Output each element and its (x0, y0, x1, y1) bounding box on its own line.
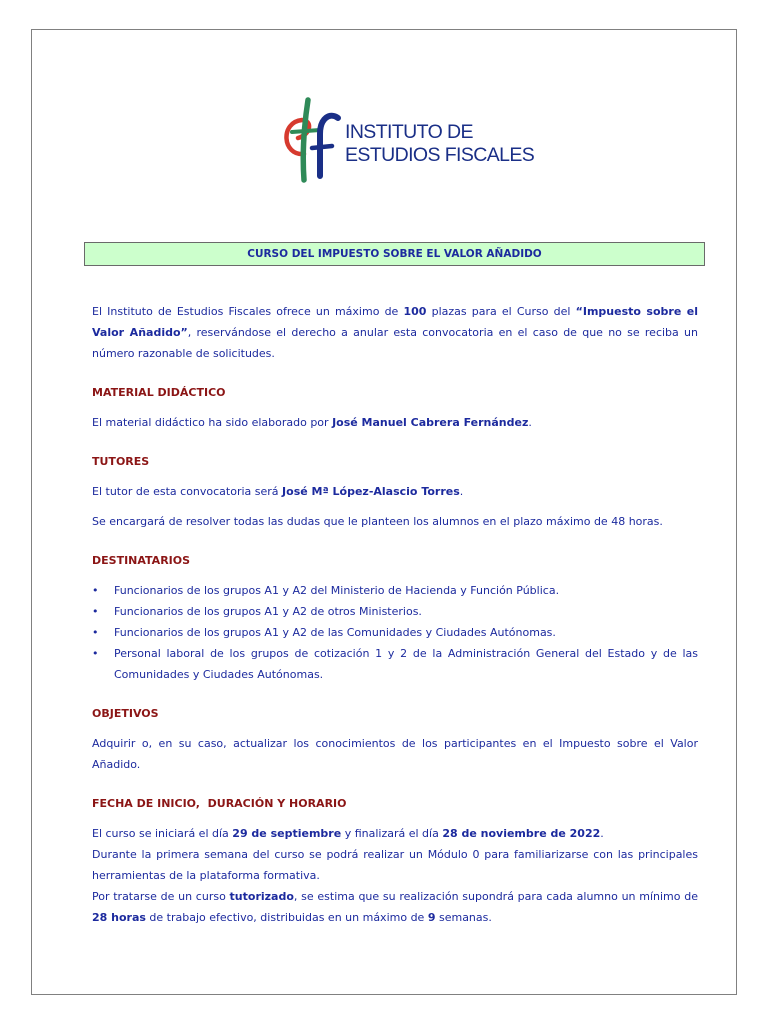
dates-text-1: El curso se iniciará el día (92, 827, 233, 840)
plazas-count: 100 (403, 305, 427, 318)
material-paragraph (92, 412, 698, 433)
document-body (92, 301, 698, 928)
tutor-text-2: . (459, 485, 464, 498)
material-text-1: El material didáctico ha sido elaborado por (92, 416, 333, 429)
tutor-name: José Mª López-Alascio Torres (282, 485, 460, 498)
destinatarios-heading: DESTINATARIOS (92, 554, 191, 567)
intro-text-3: , reservándose el derecho a anular esta convocatoria en el caso de que no se reciba un número razonable de solicitudes. (92, 326, 698, 360)
weeks-count: 9 (427, 911, 436, 924)
tutor-duties-paragraph: Se encargará de resolver todas las dudas que le planteen los alumnos en el plazo máximo de 48 horas. (92, 515, 663, 528)
tutor-text-1: El tutor de esta convocatoria será (92, 485, 283, 498)
workload-text-2: , se estima que su realización supondrá para cada alumno un mínimo de (293, 890, 698, 903)
workload-sentence (92, 886, 698, 928)
course-title: CURSO DEL IMPUESTO SOBRE EL VALOR AÑADIDO (247, 248, 542, 260)
dates-text-3: . (600, 827, 604, 840)
material-author: José Manuel Cabrera Fernández (332, 416, 529, 429)
material-heading: MATERIAL DIDÁCTICO (92, 386, 226, 399)
course-title-box (84, 242, 705, 266)
start-date: 29 de septiembre (232, 827, 342, 840)
fecha-heading: FECHA DE INICIO, DURACIÓN Y HORARIO (92, 797, 347, 810)
intro-paragraph (92, 301, 698, 364)
tutor-paragraph (92, 481, 698, 502)
logo-line-1: INSTITUTO DE (345, 121, 473, 143)
objetivos-heading: OBJETIVOS (92, 707, 159, 720)
logo-wordmark (345, 121, 534, 167)
intro-text-2: plazas para el Curso del (426, 305, 576, 318)
ief-emblem-icon (278, 96, 348, 184)
objetivos-paragraph: Adquirir o, en su caso, actualizar los conocimientos de los participantes en el Impuesto sobre el Valor Añadido. (92, 737, 698, 771)
end-date: 28 de noviembre de 2022 (442, 827, 601, 840)
material-text-2: . (528, 416, 532, 429)
workload-text-4: semanas. (435, 911, 492, 924)
list-item: • Funcionarios de los grupos A1 y A2 de otros Ministerios. (92, 601, 698, 622)
workload-text-3: de trabajo efectivo, distribuidas en un máximo de (145, 911, 428, 924)
document-page (31, 29, 737, 995)
module-zero-sentence: Durante la primera semana del curso se podrá realizar un Módulo 0 para familiarizarse con las principales herramientas de la plataforma formativa. (92, 848, 698, 882)
course-name: “Impuesto sobre el Valor Añadido” (92, 305, 698, 339)
list-item: • Funcionarios de los grupos A1 y A2 de las Comunidades y Ciudades Autónomas. (92, 622, 698, 643)
list-item: • Personal laboral de los grupos de cotización 1 y 2 de la Administración General del Estado y de las Comunidades y Ciudades Autónomas. (92, 643, 698, 685)
intro-text-1: El Instituto de Estudios Fiscales ofrece un máximo de (92, 305, 404, 318)
tutorizado-label: tutorizado (229, 890, 294, 903)
list-item: • Funcionarios de los grupos A1 y A2 del Ministerio de Hacienda y Función Pública. (92, 580, 698, 601)
workload-text-1: Por tratarse de un curso (92, 890, 230, 903)
hours-count: 28 horas (92, 911, 146, 924)
institute-logo (278, 96, 535, 184)
dates-text-2: y finalizará el día (341, 827, 443, 840)
logo-line-2: ESTUDIOS FISCALES (345, 144, 535, 166)
destinatarios-list (92, 580, 698, 685)
tutores-heading: TUTORES (92, 455, 150, 468)
dates-sentence (92, 823, 698, 844)
